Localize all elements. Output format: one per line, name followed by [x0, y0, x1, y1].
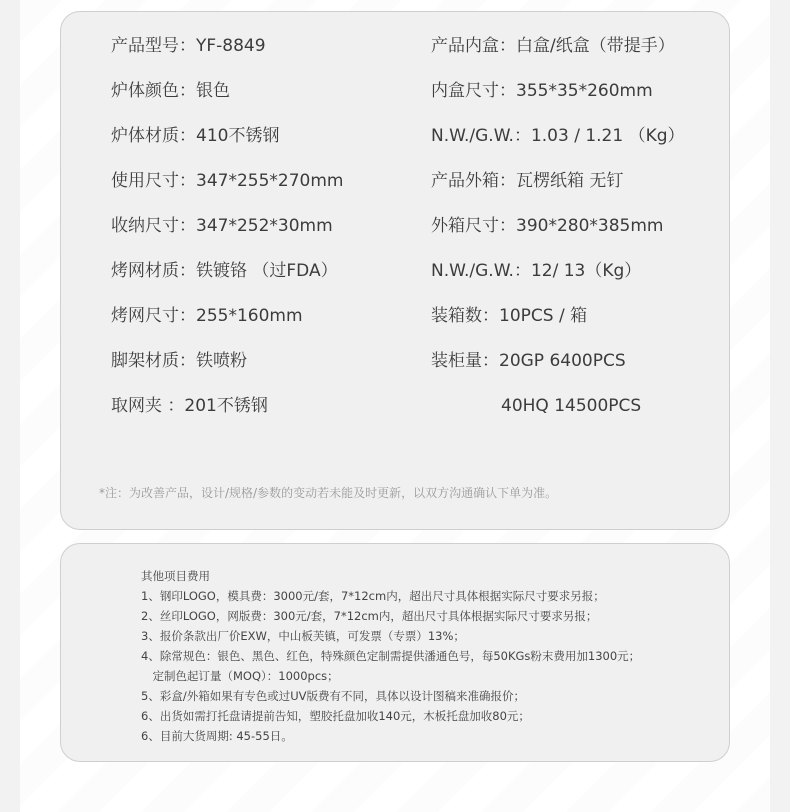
spec-value: 瓦楞纸箱 无钉: [516, 171, 624, 191]
spec-label: 装箱数：: [431, 306, 499, 326]
spec-cell-left: [111, 256, 338, 286]
spec-row: [61, 391, 729, 421]
spec-cell-right: [431, 211, 663, 241]
spec-value: 12/ 13（Kg）: [530, 261, 642, 281]
spec-row: [61, 76, 729, 106]
spec-label: 内盒尺寸：: [431, 81, 516, 101]
spec-value: 410不锈钢: [196, 126, 280, 146]
spec-value: YF-8849: [196, 36, 266, 56]
spec-row: [61, 31, 729, 61]
spec-row: [61, 346, 729, 376]
spec-label: 装柜量：: [431, 351, 499, 371]
spec-value: 银色: [196, 81, 230, 101]
spec-cell-right: [431, 121, 685, 151]
spec-value: 10PCS / 箱: [499, 306, 588, 326]
spec-value: 20GP 6400PCS: [499, 351, 626, 371]
spec-cell-left: [111, 31, 266, 61]
spec-cell-left: [111, 346, 247, 376]
spec-label: 使用尺寸：: [111, 171, 196, 191]
spec-label: 炉体材质：: [111, 126, 196, 146]
spec-cell-left: [111, 211, 333, 241]
fee-line: 定制色起订量（MOQ）：1000pcs；: [141, 669, 339, 683]
spec-label: 产品外箱：: [431, 171, 516, 191]
spec-value: 355*35*260mm: [516, 81, 653, 101]
spec-label: 产品型号：: [111, 36, 196, 56]
spec-cell-right: [431, 166, 623, 196]
spec-row: [61, 166, 729, 196]
fees-card: [60, 543, 730, 762]
spec-cell-left: [111, 301, 303, 331]
spec-cell-left: [111, 166, 343, 196]
spec-value: 347*252*30mm: [196, 216, 333, 236]
spec-label: 外箱尺寸：: [431, 216, 516, 236]
spec-label: 收纳尺寸：: [111, 216, 196, 236]
spec-cell-left: [111, 76, 230, 106]
fee-line: 6、目前大货周期: 45-55日。: [141, 729, 293, 743]
spec-value: 铁喷粉: [196, 351, 247, 371]
spec-value: 255*160mm: [196, 306, 303, 326]
spec-row: [61, 121, 729, 151]
spec-label: 产品内盒：: [431, 36, 516, 56]
spec-label: 炉体颜色：: [111, 81, 196, 101]
disclaimer-note: *注：为改善产品，设计/规格/参数的变动若未能及时更新，以双方沟通确认下单为准。: [99, 486, 558, 500]
fee-line: 6、出货如需打托盘请提前告知，塑胶托盘加收140元，木板托盘加收80元；: [141, 709, 530, 723]
spec-value: 1.03 / 1.21 （Kg）: [530, 126, 685, 146]
spec-cell-right: [431, 31, 675, 61]
spec-value: 201不锈钢: [184, 396, 268, 416]
spec-cell-right: [431, 76, 653, 106]
spec-label: N.W./G.W.：: [431, 126, 531, 146]
fee-line: 4、除常规色：银色、黑色、红色，特殊颜色定制需提供潘通色号，每50KGs粉末费用加1300元；: [141, 649, 641, 663]
spec-label: N.W./G.W.：: [431, 261, 531, 281]
fee-line: 5、彩盒/外箱如果有专色或过UV版费有不同，具体以设计图稿来准确报价；: [141, 689, 525, 703]
spec-cell-right: [431, 301, 587, 331]
page: [20, 0, 770, 812]
spec-value: 白盒/纸盒（带提手）: [516, 36, 675, 56]
spec-label: 烤网尺寸：: [111, 306, 196, 326]
spec-cell-right: [501, 391, 641, 421]
spec-cell-left: [111, 391, 268, 421]
spec-label: 取网夹 ：: [111, 396, 185, 416]
spec-cell-right: [431, 346, 626, 376]
spec-value: 40HQ 14500PCS: [501, 396, 642, 416]
fees-title: 其他项目费用: [141, 569, 210, 583]
spec-card: [60, 11, 730, 530]
fee-line: 1、钢印LOGO，模具费：3000元/套，7*12cm内，超出尺寸具体根据实际尺寸要求另报；: [141, 589, 605, 603]
spec-value: 347*255*270mm: [196, 171, 344, 191]
spec-row: [61, 256, 729, 286]
spec-label: 烤网材质：: [111, 261, 196, 281]
spec-value: 铁镀铬 （过FDA）: [196, 261, 338, 281]
spec-label: 脚架材质：: [111, 351, 196, 371]
spec-value: 390*280*385mm: [516, 216, 664, 236]
spec-cell-right: [431, 256, 641, 286]
spec-cell-left: [111, 121, 279, 151]
spec-row: [61, 211, 729, 241]
fee-line: 2、丝印LOGO，网版费：300元/套，7*12cm内，超出尺寸具体根据实际尺寸要求另报；: [141, 609, 598, 623]
fee-line: 3、报价条款出厂价EXW，中山板芙镇，可发票（专票）13%；: [141, 629, 465, 643]
spec-row: [61, 301, 729, 331]
